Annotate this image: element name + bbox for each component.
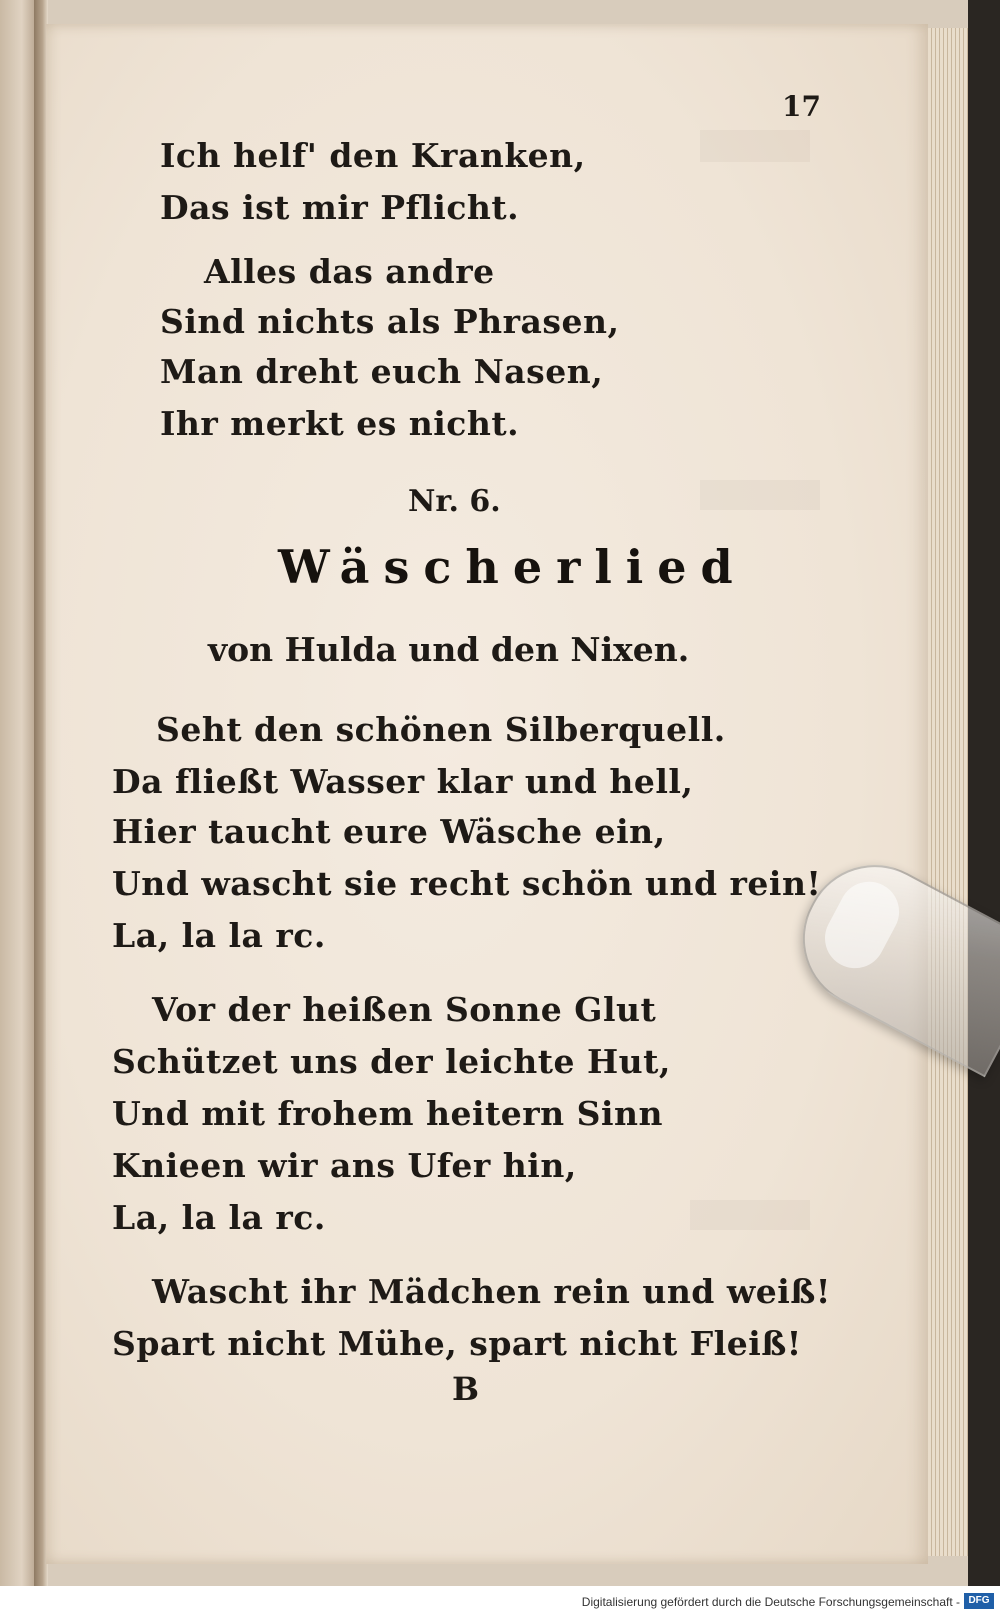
verse-line: Man dreht euch Nasen, bbox=[160, 352, 604, 391]
stanza-line: Und mit frohem heitern Sinn bbox=[112, 1094, 663, 1133]
stanza-line: Hier taucht eure Wäsche ein, bbox=[112, 812, 666, 851]
page-stack-edges bbox=[928, 28, 970, 1556]
page-number: 17 bbox=[782, 90, 821, 123]
song-title: Wäscherlied bbox=[278, 540, 747, 594]
bleed-through-shade bbox=[700, 130, 810, 162]
clip-highlight bbox=[814, 871, 909, 979]
verse-line: Ich helf' den Kranken, bbox=[160, 136, 586, 175]
scan-backdrop bbox=[968, 0, 1000, 1619]
verse-line: Das ist mir Pflicht. bbox=[160, 188, 520, 227]
signature-mark: B bbox=[452, 1370, 480, 1408]
verse-line: Sind nichts als Phrasen, bbox=[160, 302, 620, 341]
stanza-line: Vor der heißen Sonne Glut bbox=[152, 990, 657, 1029]
verse-line: Ihr merkt es nicht. bbox=[160, 404, 520, 443]
verse-line: Alles das andre bbox=[204, 252, 495, 291]
stanza-line: Und wascht sie recht schön und rein! bbox=[112, 864, 822, 903]
dfg-logo: DFG bbox=[964, 1593, 994, 1609]
footer-credit: Digitalisierung gefördert durch die Deutsche Forschungsgemeinschaft - bbox=[581, 1595, 960, 1609]
stanza-line: Knieen wir ans Ufer hin, bbox=[112, 1146, 577, 1185]
left-page-edge bbox=[0, 0, 36, 1619]
stanza-refrain: La, la la rc. bbox=[112, 916, 326, 955]
stanza-line: Spart nicht Mühe, spart nicht Fleiß! bbox=[112, 1324, 802, 1363]
bleed-through-shade bbox=[690, 1200, 810, 1230]
stanza-line: Schützet uns der leichte Hut, bbox=[112, 1042, 671, 1081]
stanza-line: Seht den schönen Silberquell. bbox=[156, 710, 726, 749]
bleed-through-shade bbox=[700, 480, 820, 510]
stanza-refrain: La, la la rc. bbox=[112, 1198, 326, 1237]
stanza-line: Da fließt Wasser klar und hell, bbox=[112, 762, 694, 801]
song-subtitle: von Hulda und den Nixen. bbox=[208, 630, 690, 669]
stanza-line: Wascht ihr Mädchen rein und weiß! bbox=[152, 1272, 831, 1311]
song-number: Nr. 6. bbox=[408, 484, 501, 519]
